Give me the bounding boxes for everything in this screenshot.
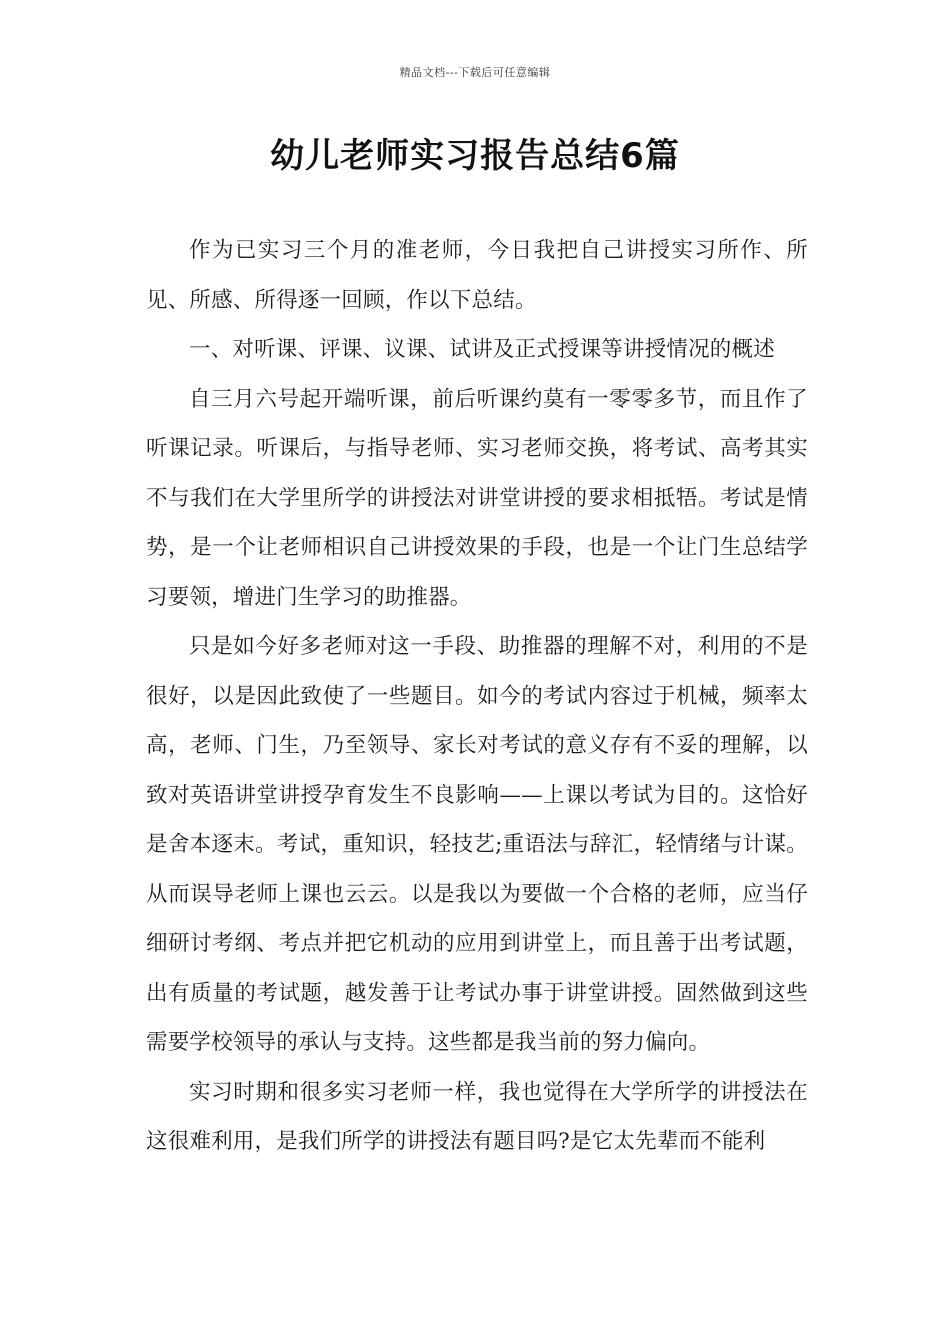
header-note: 精品文档---下载后可任意编辑 bbox=[399, 66, 551, 79]
paragraph-intro: 作为已实习三个月的准老师，今日我把自己讲授实习所作、所见、所感、所得逐一回顾，作以下总结。 bbox=[146, 238, 808, 313]
document-title: 幼儿老师实习报告总结6篇 bbox=[270, 136, 680, 176]
paragraph-exams: 只是如今好多老师对这一手段、助推器的理解不对，利用的不是很好，以是因此致使了一些题目。如今的考试内容过于机械，频率太高，老师、门生，乃至领导、家长对考试的意义存有不妥的理解，以致对英语讲堂讲授孕育发生不良影响——上课以考试为目的。这恰好是舍本逐末。考试，重知识，轻技艺;重语法与辞汇，轻情绪与计谋。从而误导老师上课也云云。以是我以为要做一个合格的老师，应当仔细研讨考纲、考点并把它机动的应用到讲堂上，而且善于出考试题，出有质量的考试题，越发善于让考试办事于讲堂讲授。固然做到这些需要学校领导的承认与支持。这些都是我当前的努力偏向。 bbox=[146, 634, 808, 1055]
paragraph-listening: 自三月六号起开端听课，前后听课约莫有一零零多节，而且作了听课记录。听课后，与指导老师、实习老师交换，将考试、高考其实不与我们在大学里所学的讲授法对讲堂讲授的要求相抵牾。考试是情势，是一个让老师相识自己讲授效果的手段，也是一个让门生总结学习要领，增进门生学习的助推器。 bbox=[146, 386, 808, 610]
paragraph-teaching-methods: 实习时期和很多实习老师一样，我也觉得在大学所学的讲授法在这很难利用，是我们所学的讲授法有题目吗?是它太先辈而不能利 bbox=[146, 1079, 808, 1154]
document-body bbox=[146, 226, 808, 1167]
paragraph-section-heading: 一、对听课、评课、议课、试讲及正式授课等讲授情况的概述 bbox=[189, 337, 775, 362]
